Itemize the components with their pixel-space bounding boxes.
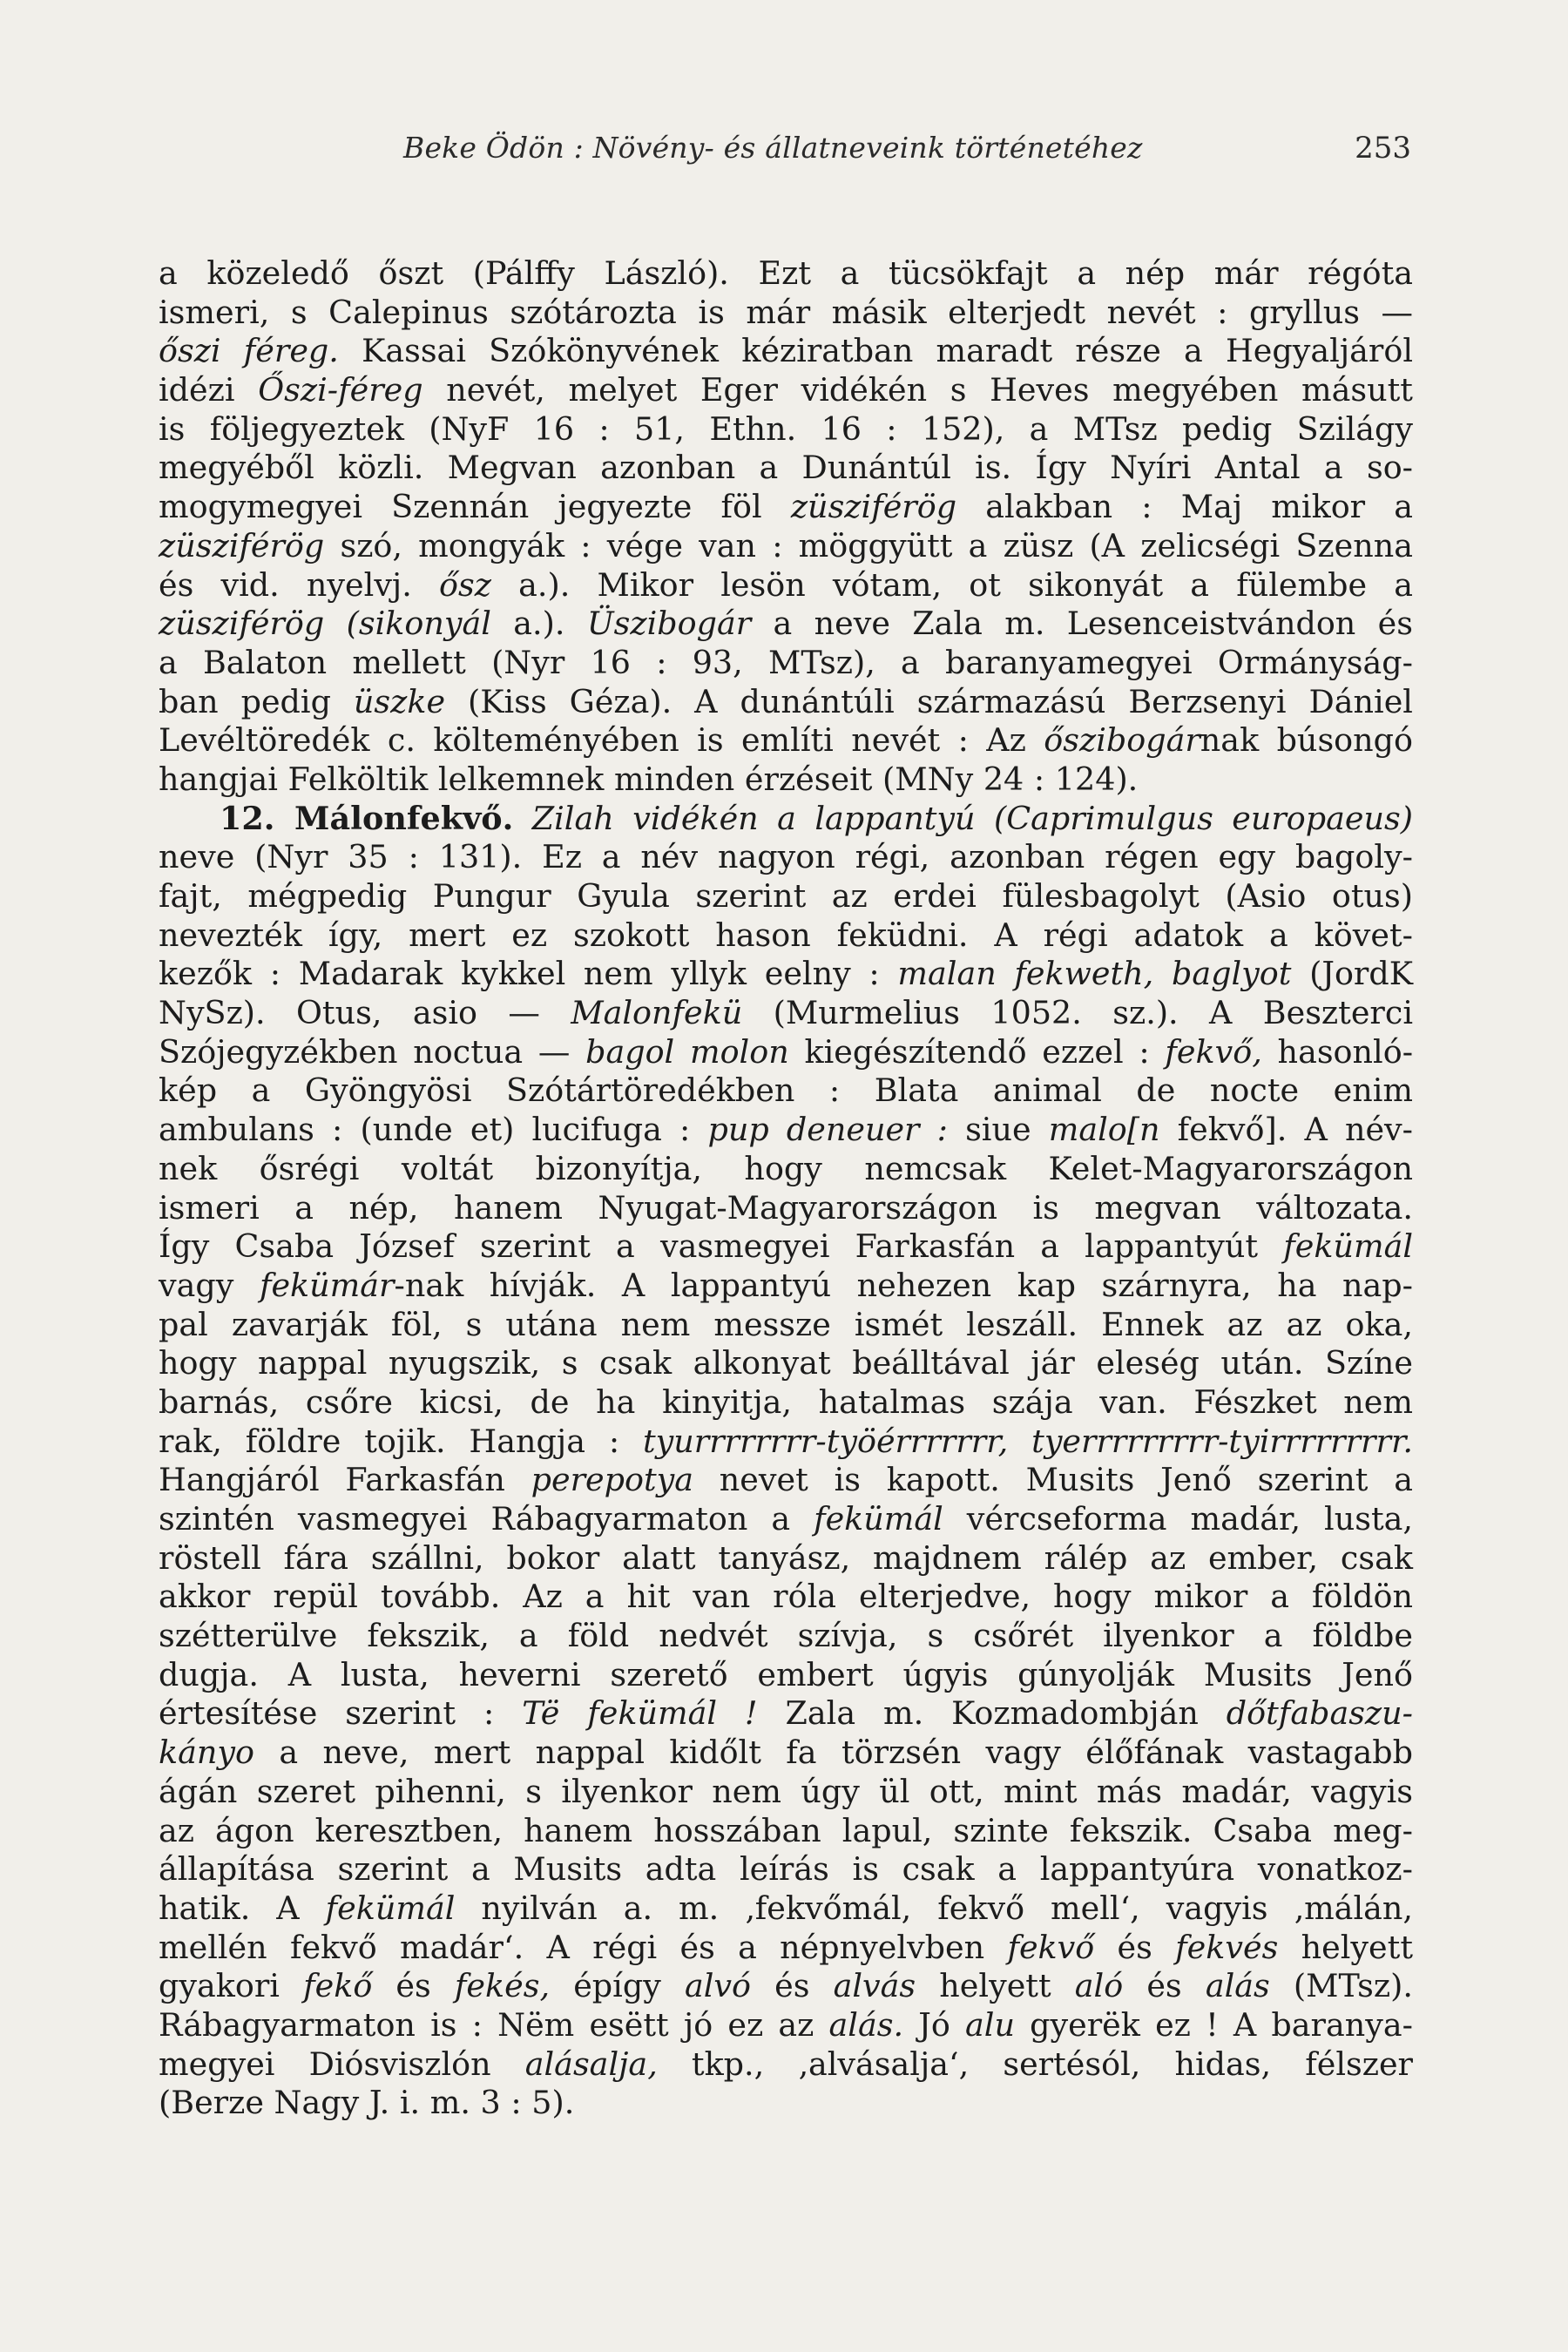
text-line: [159, 1539, 1413, 1578]
text-run: (MTsz).: [1269, 1967, 1413, 2005]
text-run: vércseforma madár, lusta,: [943, 1500, 1413, 1538]
emphasized-term: züsziférög: [159, 526, 325, 564]
emphasized-term: alás: [1205, 1967, 1270, 2005]
emphasized-term: ősz: [439, 565, 491, 604]
text-run: is följegyeztek (NyF 16 : 51, Ethn. 16 : 152), a MTsz pedig Szilágy: [159, 409, 1413, 448]
text-line: [159, 1617, 1413, 1656]
text-line: [159, 2006, 1413, 2045]
text-line: [159, 1967, 1413, 2006]
text-run: nek ősrégi voltát bizonyítja, hogy nemcsak Kelet-Magyarországon: [159, 1149, 1413, 1187]
text-line: [159, 644, 1413, 683]
emphasized-term: őszibogár: [1044, 721, 1200, 760]
page-number: 253: [1355, 131, 1411, 166]
emphasized-term: alás.: [828, 2005, 904, 2044]
emphasized-term: fekvő,: [1165, 1032, 1262, 1071]
text-run: rak, földre tojik. Hangja :: [159, 1422, 643, 1460]
emphasized-term: fekés,: [454, 1967, 551, 2005]
text-run: a neve Zala m. Lesenceistvándon és: [751, 605, 1413, 643]
text-line: [159, 1929, 1413, 1968]
emphasized-term: pup deneuer :: [707, 1111, 948, 1149]
text-run: Hangjáról Farkasfán: [159, 1461, 531, 1499]
text-run: dugja. A lusta, heverni szerető embert úgyis gúnyolják Musits Jenő: [159, 1655, 1413, 1693]
emphasized-term: fekümál: [1283, 1227, 1413, 1266]
text-run: (Berze Nagy J. i. m. 3 : 5).: [159, 2084, 575, 2122]
text-line: [159, 254, 1413, 294]
text-line: [159, 1578, 1413, 1617]
text-run: ban pedig: [159, 682, 354, 720]
text-run: (Murmelius 1052. sz.). A Beszterci: [742, 994, 1413, 1032]
text-line: [159, 994, 1413, 1033]
text-line: [159, 1344, 1413, 1383]
text-run: nevét, melyet Eger vidékén s Heves megyében másutt: [422, 371, 1413, 409]
emphasized-term: fekvés: [1175, 1928, 1279, 1966]
emphasized-term: fekümál: [325, 1889, 456, 1927]
text-line: [159, 410, 1413, 449]
running-title: Beke Ödön : Növény- és állatneveink történetéhez: [403, 131, 1143, 165]
text-run: Szójegyzékben noctua —: [159, 1032, 586, 1071]
text-line: [159, 566, 1413, 605]
text-run: szétterülve fekszik, a föld nedvét szívja, s csőrét ilyenkor a földbe: [159, 1617, 1413, 1655]
text-run: nevet is kapott. Musits Jenő szerint a: [693, 1461, 1413, 1499]
text-line: [159, 1111, 1413, 1150]
text-run: vagy: [159, 1266, 260, 1304]
text-run: hogy nappal nyugszik, s csak alkonyat beálltával jár eleség után. Színe: [159, 1344, 1413, 1382]
text-run: hasonló-: [1261, 1032, 1414, 1071]
text-run: és: [1094, 1928, 1176, 1966]
text-run: barnás, csőre kicsi, de ha kinyitja, hatalmas szája van. Fészket nem: [159, 1382, 1413, 1421]
emphasized-term: tyurrrrrrrr-työérrrrrrr, tyerrrrrrrrr-tyirrrrrrrrr.: [642, 1422, 1413, 1460]
text-line: [159, 721, 1413, 760]
emphasized-term: kányo: [159, 1734, 254, 1772]
text-run: alakban : Maj mikor a: [956, 488, 1414, 526]
text-line: [159, 2045, 1413, 2085]
text-run: fajt, mégpedig Pungur Gyula szerint az erdei fülesbagolyt (Asio otus): [159, 877, 1413, 915]
text-line: [159, 527, 1413, 566]
emphasized-term: malan fekweth, baglyot: [897, 955, 1292, 993]
text-run: mogymegyei Szennán jegyezte föl: [159, 488, 791, 526]
text-run: Levéltöredék c. költeményében is említi nevét : Az: [159, 721, 1044, 760]
text-line: [159, 760, 1413, 800]
text-run: kezők : Madarak kykkel nem yllyk eelny :: [159, 955, 898, 993]
emphasized-term: Të fekümál !: [522, 1694, 758, 1733]
text-run: a.). Mikor lesön vótam, ot sikonyát a fülembe a: [490, 565, 1413, 604]
text-line: [159, 1461, 1413, 1500]
text-run: tkp., ‚alvásalja‘, sertésól, hidas, félszer: [657, 2044, 1414, 2083]
text-run: és: [1123, 1967, 1206, 2005]
emphasized-term: fekő: [303, 1967, 373, 2005]
text-run: szintén vasmegyei Rábagyarmaton a: [159, 1500, 814, 1538]
text-run: kiegészítendő ezzel :: [788, 1032, 1166, 1071]
text-run: a neve, mert nappal kidőlt fa törzsén vagy élőfának vastagabb: [253, 1734, 1413, 1772]
text-run: neve (Nyr 35 : 131). Ez a név nagyon régi, azonban régen egy bagoly-: [159, 838, 1413, 876]
text-line: [159, 877, 1413, 916]
text-run: mellén fekvő madár‘. A régi és a népnyelvben: [159, 1928, 1008, 1966]
emphasized-term: fekümár: [259, 1266, 395, 1304]
text-run: gyerëk ez ! A baranya-: [1014, 2005, 1413, 2044]
text-line: [159, 1383, 1413, 1423]
text-run: épígy: [550, 1967, 685, 2005]
text-run: akkor repül tovább. Az a hit van róla elterjedve, hogy mikor a földön: [159, 1578, 1413, 1616]
text-run: és: [751, 1967, 834, 2005]
text-run: a.).: [490, 605, 587, 643]
text-line: [159, 1189, 1413, 1228]
text-run: gyakori: [159, 1967, 304, 2005]
page-header: [164, 131, 1411, 183]
emphasized-term: bagol molon: [585, 1032, 789, 1071]
text-line: [159, 1150, 1413, 1189]
text-run: állapítása szerint a Musits adta leírás is csak a lappantyúra vonatkoz-: [159, 1850, 1413, 1889]
text-line: [159, 449, 1413, 488]
text-line: [159, 955, 1413, 994]
text-line: [159, 1694, 1413, 1734]
text-run: (Kiss Géza). A dunántúli származású Berzsenyi Dániel: [445, 682, 1413, 720]
text-run: és vid. nyelvj.: [159, 565, 440, 604]
text-run: a Balaton mellett (Nyr 16 : 93, MTsz), a baranyamegyei Ormányság-: [159, 643, 1413, 681]
emphasized-term: aló: [1074, 1967, 1124, 2005]
text-run: ismeri, s Calepinus szótározta is már másik elterjedt nevét : gryllus —: [159, 293, 1413, 331]
text-line: [159, 371, 1413, 410]
emphasized-term: üszke: [353, 682, 446, 720]
text-line: [159, 1812, 1413, 1851]
text-line: [159, 1656, 1413, 1695]
text-line: [159, 683, 1413, 722]
emphasized-term: Őszi-féreg: [258, 371, 423, 409]
text-run: hatik. A: [159, 1889, 326, 1927]
emphasized-term: züsziférög (sikonyál: [159, 605, 491, 643]
text-line: [159, 838, 1413, 877]
text-line: [159, 1306, 1413, 1345]
text-run: Kassai Szókönyvének kéziratban maradt része a Hegyaljáról: [338, 332, 1413, 370]
text-line: [159, 294, 1413, 333]
text-run: megyei Diósviszlón: [159, 2044, 525, 2083]
text-line: [159, 332, 1413, 371]
text-run: Zala m. Kozmadombján: [757, 1694, 1227, 1733]
emphasized-term: fekvő: [1007, 1928, 1095, 1966]
emphasized-term: alu: [965, 2005, 1015, 2044]
text-run: kép a Gyöngyösi Szótártöredékben : Blata animal de nocte enim: [159, 1071, 1413, 1110]
text-run: szó, mongyák : vége van : möggyütt a züsz (A zelicségi Szenna: [324, 526, 1413, 564]
emphasized-term: alásalja,: [524, 2044, 658, 2083]
emphasized-term: Zilah vidékén a lappantyú (Caprimulgus europaeus): [513, 799, 1413, 837]
text-run: Rábagyarmaton is : Nëm esëtt jó ez az: [159, 2005, 829, 2044]
text-line: [159, 1423, 1413, 1462]
text-line: [159, 1071, 1413, 1111]
text-run: siue: [947, 1111, 1049, 1149]
text-run: helyett: [1278, 1928, 1413, 1966]
text-run: a közeledő őszt (Pálffy László). Ezt a tücsökfajt a nép már régóta: [159, 254, 1413, 292]
text-line: [159, 1850, 1413, 1889]
text-line: [159, 1500, 1413, 1539]
text-line: [159, 1227, 1413, 1267]
emphasized-term: fekümál: [814, 1500, 943, 1538]
emphasized-term: züsziférög: [790, 488, 957, 526]
text-line: [159, 1734, 1413, 1773]
text-run: idézi: [159, 371, 259, 409]
text-line: [159, 1773, 1413, 1812]
text-line: [159, 1889, 1413, 1929]
text-line: [159, 1267, 1413, 1306]
text-run: értesítése szerint :: [159, 1694, 523, 1733]
text-line: [159, 605, 1413, 644]
emphasized-term: perepotya: [531, 1461, 694, 1499]
emphasized-term: Üszibogár: [586, 605, 752, 643]
emphasized-term: dőtfabaszu-: [1226, 1694, 1414, 1733]
text-run: nyilván a. m. ‚fekvőmál, fekvő mell‘, vagyis ‚málán,: [455, 1889, 1413, 1927]
text-run: az ágon keresztben, hanem hosszában lapul, szinte fekszik. Csaba meg-: [159, 1811, 1413, 1849]
emphasized-term: Malonfekü: [571, 994, 743, 1032]
text-run: megyéből közli. Megvan azonban a Dunántúl is. Így Nyíri Antal a so-: [159, 449, 1413, 487]
text-line: [159, 916, 1413, 956]
text-line: [159, 800, 1413, 839]
text-run: helyett: [916, 1967, 1075, 2005]
text-run: ismeri a nép, hanem Nyugat-Magyarországon is megvan változata.: [159, 1188, 1413, 1227]
text-run: és: [372, 1967, 455, 2005]
text-run: ambulans : (unde et) lucifuga :: [159, 1111, 708, 1149]
text-run: nak búsongó: [1200, 721, 1413, 760]
text-run: hangjai Felköltik lelkemnek minden érzéseit (MNy 24 : 124).: [159, 760, 1139, 798]
text-run: Így Csaba József szerint a vasmegyei Farkasfán a lappantyút: [159, 1227, 1284, 1266]
emphasized-term: alvó: [684, 1967, 751, 2005]
text-run: Jó: [903, 2005, 966, 2044]
text-run: ágán szeret pihenni, s ilyenkor nem úgy ül ott, mint más madár, vagyis: [159, 1772, 1413, 1810]
section-heading: 12. Málonfekvő.: [220, 799, 514, 837]
body-text: [159, 254, 1413, 2123]
text-line: [159, 488, 1413, 527]
text-line: [159, 2084, 1413, 2123]
text-run: röstell fára szállni, bokor alatt tanyász, majdnem rálép az ember, csak: [159, 1538, 1413, 1577]
text-run: -nak hívják. A lappantyú nehezen kap szárnyra, ha nap-: [394, 1266, 1413, 1304]
text-run: pal zavarják föl, s utána nem messze ismét leszáll. Ennek az az oka,: [159, 1305, 1413, 1343]
text-run: fekvő]. A név-: [1159, 1111, 1414, 1149]
emphasized-term: őszi féreg.: [159, 332, 339, 370]
text-run: nevezték így, mert ez szokott hason feküdni. A régi adatok a követ-: [159, 916, 1413, 954]
emphasized-term: malo[n: [1048, 1111, 1160, 1149]
text-run: NySz). Otus, asio —: [159, 994, 571, 1032]
text-line: [159, 1033, 1413, 1072]
emphasized-term: alvás: [833, 1967, 916, 2005]
text-run: (JordK: [1291, 955, 1414, 993]
